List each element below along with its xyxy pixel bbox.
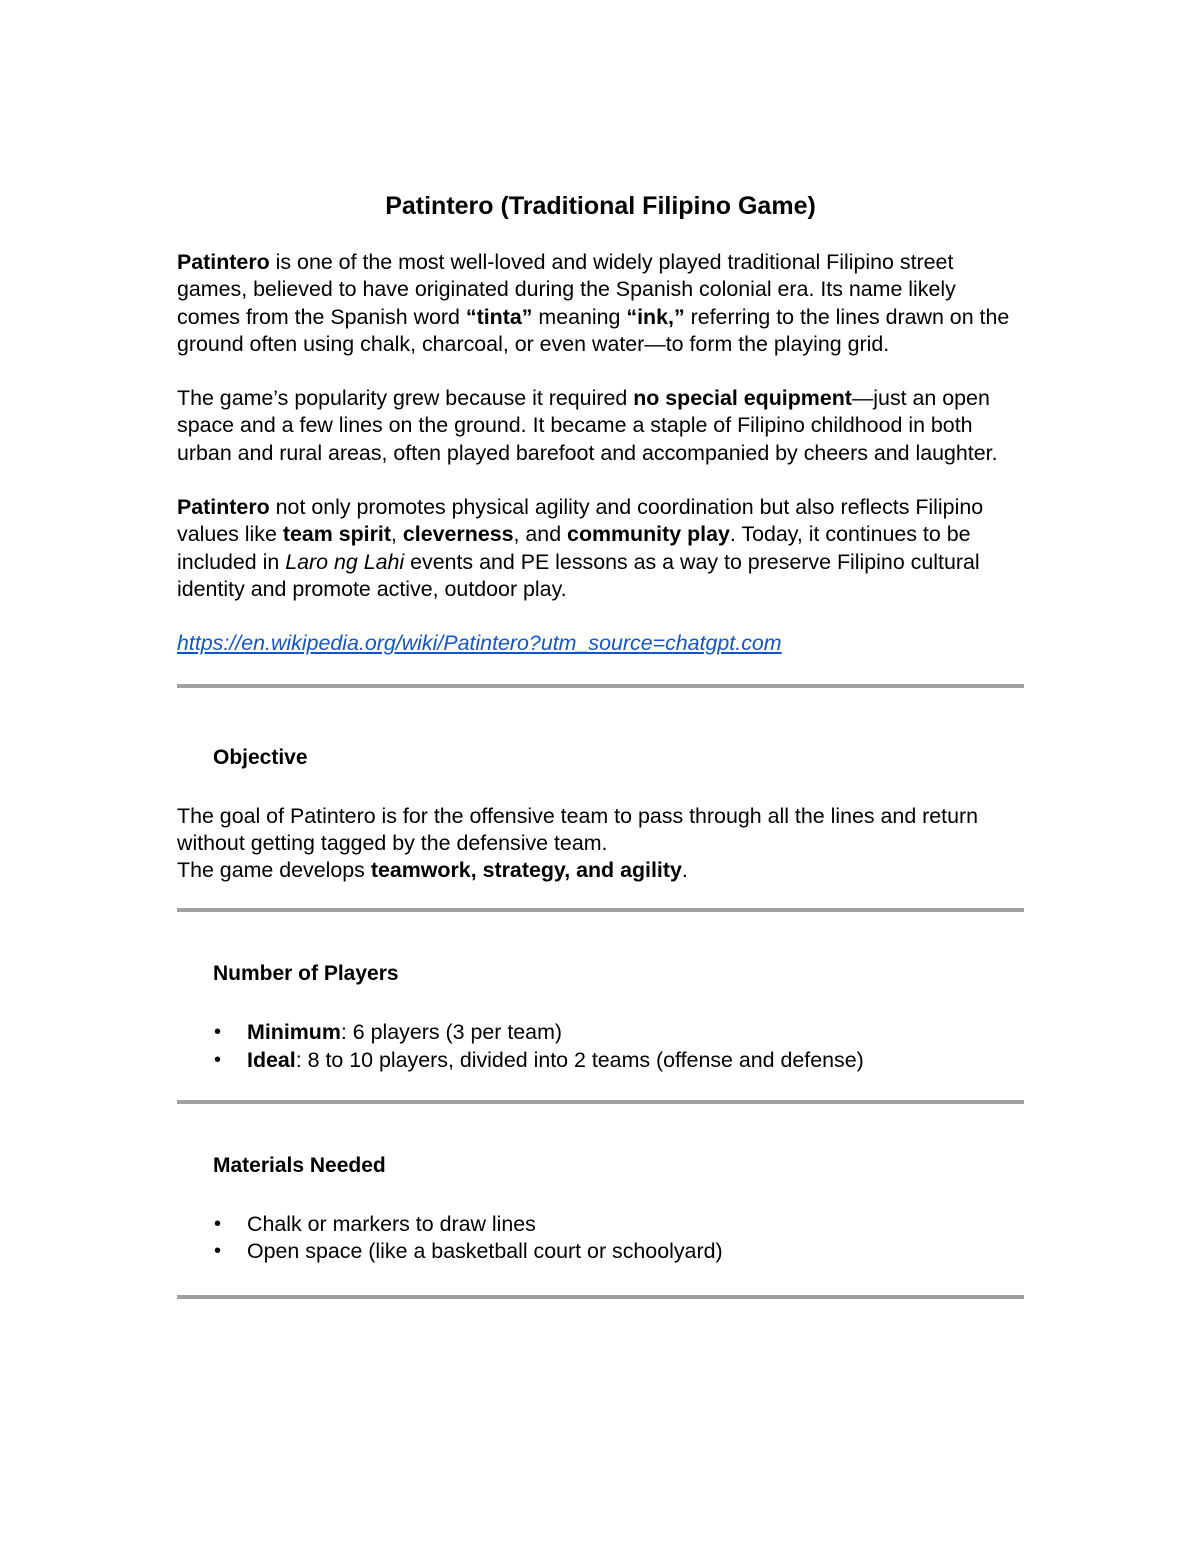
page-title: Patintero (Traditional Filipino Game) [385, 192, 816, 220]
section-divider [177, 908, 1024, 912]
term-team-spirit: team spirit [282, 522, 392, 547]
term-teamwork-strategy-agility: teamwork, strategy, and agility [370, 858, 682, 883]
text-span: not only promotes physical agility and coordination but also reflects Filipino values like [177, 495, 984, 547]
text-span: The game develops [177, 858, 371, 883]
term-patintero: Patintero [177, 250, 270, 274]
text-span: The goal of Patintero is for the offensive team to pass through all the lines and return without getting tagged by the defensive team. [177, 803, 979, 855]
term-community-play: community play [567, 522, 730, 547]
item-text: : 6 players (3 per team) [340, 1020, 563, 1045]
materials-heading: Materials Needed [213, 1154, 386, 1178]
bullet-icon: • [214, 1021, 222, 1044]
players-heading: Number of Players [213, 962, 399, 986]
term-laro-ng-lahi: Laro ng Lahi [285, 549, 405, 574]
list-item [177, 1019, 1024, 1046]
wikipedia-source-link[interactable]: https://en.wikipedia.org/wiki/Patintero?utm_source=chatgpt.com [177, 631, 782, 656]
section-divider [177, 1295, 1024, 1299]
materials-list [177, 1211, 1024, 1266]
text-span: , [391, 522, 403, 547]
text-span: . [681, 858, 688, 883]
item-text: Chalk or markers to draw lines [247, 1212, 536, 1237]
term-patintero: Patintero [177, 495, 270, 520]
intro-paragraph-2 [177, 385, 1024, 467]
item-label: Ideal [247, 1047, 296, 1072]
term-no-special-equipment: no special equipment [633, 386, 852, 411]
objective-text [177, 803, 1024, 885]
text-span: , and [513, 522, 568, 547]
objective-heading: Objective [213, 745, 308, 769]
intro-paragraph-3 [177, 494, 1024, 603]
source-link-paragraph [177, 630, 1024, 657]
players-list [177, 1019, 1024, 1074]
bullet-icon: • [214, 1213, 222, 1236]
text-span: referring to the lines drawn on the ground often using chalk, charcoal, or even water—to form the playing grid. [177, 304, 1010, 356]
intro-paragraph-1 [177, 249, 1024, 358]
list-item [177, 1047, 1024, 1074]
text-span: The game’s popularity grew because it required [177, 386, 634, 411]
bullet-icon: • [214, 1048, 222, 1071]
text-span: events and PE lessons as a way to preserve Filipino cultural identity and promote active, outdoor play. [177, 549, 980, 601]
item-text: : 8 to 10 players, divided into 2 teams (offense and defense) [295, 1047, 864, 1072]
text-span: —just an open space and a few lines on the ground. It became a staple of Filipino childhood in both urban and rural areas, often played barefoot and accompanied by cheers and laughter. [177, 386, 998, 465]
text-span: . Today, it continues to be included in [177, 522, 971, 574]
text-span: is one of the most well-loved and widely played traditional Filipino street games, believed to have originated during the Spanish colonial era. Its name likely comes from the Spanish word [177, 250, 956, 329]
section-divider [177, 1100, 1024, 1104]
bullet-icon: • [214, 1240, 222, 1263]
term-ink: “ink,” [626, 304, 685, 329]
term-cleverness: cleverness [402, 522, 514, 547]
document-page [177, 186, 1024, 1299]
text-span: meaning [532, 304, 627, 329]
list-item [177, 1238, 1024, 1265]
item-label: Minimum [247, 1020, 341, 1045]
list-item [177, 1211, 1024, 1238]
item-text: Open space (like a basketball court or schoolyard) [247, 1239, 723, 1264]
term-tinta: “tinta” [465, 304, 533, 329]
section-divider [177, 684, 1024, 688]
